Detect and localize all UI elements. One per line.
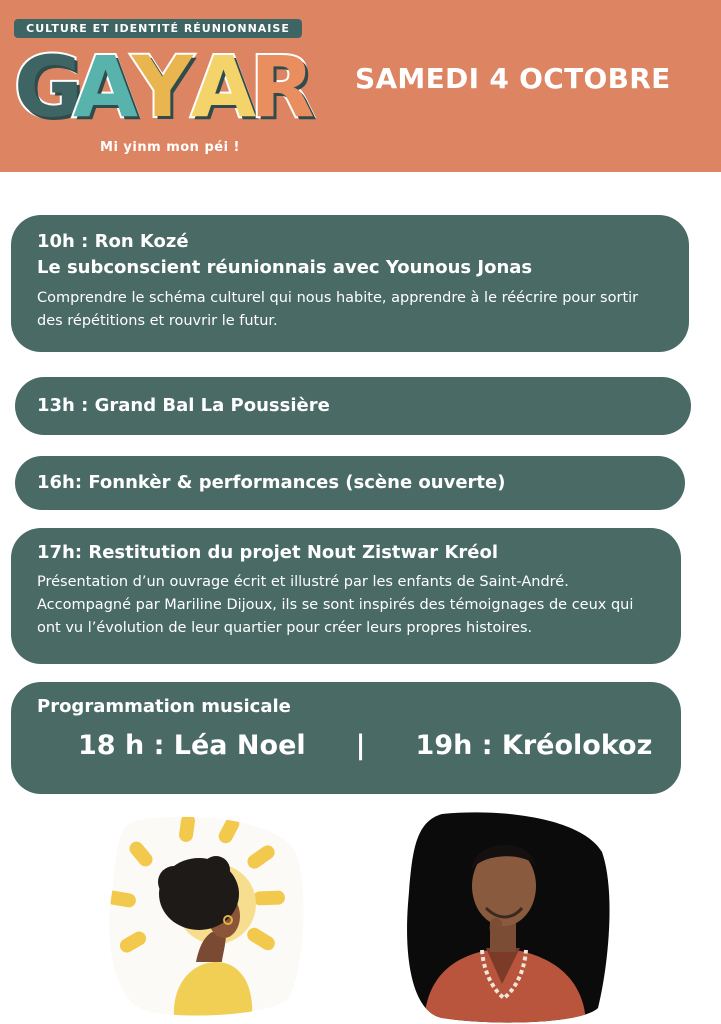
- program-card-ron-koze: [11, 215, 689, 352]
- kreolokoz-photo: [402, 808, 612, 1023]
- logo-letter-g: G: [14, 38, 83, 136]
- lea-noel-photo: [104, 812, 304, 1017]
- music-acts: [37, 726, 655, 766]
- program-time-title: 16h: Fonnkèr & performances (scène ouverte): [37, 472, 506, 493]
- program-time-title: 13h : Grand Bal La Poussière: [37, 395, 330, 416]
- logo-letter-a2: A: [191, 38, 257, 136]
- program-card-grand-bal: [15, 377, 691, 435]
- music-program-card: [11, 682, 681, 794]
- music-act-lea-noel: 18 h : Léa Noel: [78, 730, 306, 761]
- program-time-title: 10h : Ron Kozé: [37, 231, 189, 252]
- program-subtitle: Le subconscient réunionnais avec Younous Jonas: [37, 257, 533, 278]
- logo-slogan: Mi yinm mon péi !: [100, 140, 240, 155]
- logo-letter-r: R: [250, 38, 315, 136]
- logo-letter-y: Y: [132, 38, 193, 136]
- event-date: SAMEDI 4 OCTOBRE: [355, 62, 671, 95]
- music-separator: |: [355, 730, 366, 761]
- logo-letter-a: A: [73, 38, 139, 136]
- gayar-logo: [14, 38, 315, 136]
- music-program-title: Programmation musicale: [37, 696, 291, 717]
- program-card-restitution: [11, 528, 681, 664]
- program-card-fonnker: [15, 456, 685, 510]
- program-time-title: 17h: Restitution du projet Nout Zistwar Kréol: [37, 542, 499, 563]
- header-banner: [0, 0, 721, 172]
- program-description: Comprendre le schéma culturel qui nous habite, apprendre à le réécrire pour sortir des répétitions et rouvrir le futur.: [37, 290, 639, 329]
- music-act-kreolokoz: 19h : Kréolokoz: [415, 730, 653, 761]
- program-description: Présentation d’un ouvrage écrit et illustré par les enfants de Saint-André. Accompagné par Mariline Dijoux, ils se sont inspirés des témoignages de ceux qui ont vu l’évolution de leur quartier pour créer leurs propres histoires.: [37, 574, 634, 636]
- logo-tagline: CULTURE ET IDENTITÉ RÉUNIONNAISE: [14, 19, 302, 38]
